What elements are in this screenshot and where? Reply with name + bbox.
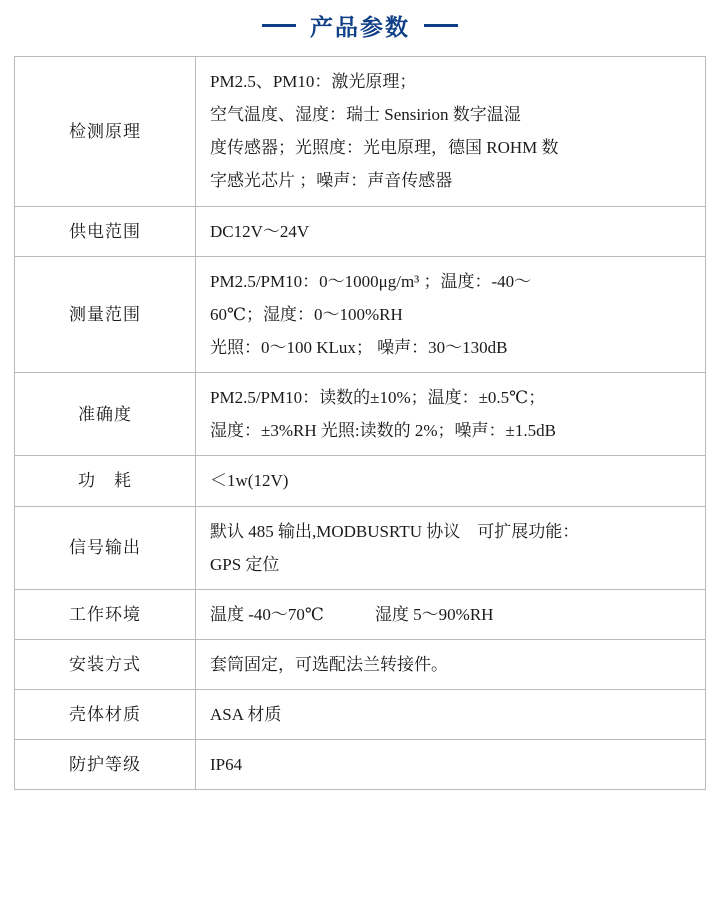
spec-value-line: GPS 定位	[210, 554, 280, 574]
table-row	[15, 690, 706, 740]
spec-label: 供电范围	[15, 206, 196, 256]
spec-value-line: PM2.5/PM10：0～1000μg/m³ ；温度：-40～	[210, 271, 532, 291]
table-row	[15, 57, 706, 207]
title-rule-right-icon	[424, 24, 458, 27]
title-rule-left-icon	[262, 24, 296, 27]
table-row	[15, 256, 706, 372]
spec-table-body	[15, 57, 706, 790]
spec-label: 防护等级	[15, 740, 196, 790]
spec-value-line: 套筒固定，可选配法兰转接件。	[210, 654, 448, 674]
spec-label: 测量范围	[15, 256, 196, 372]
spec-label: 工作环境	[15, 589, 196, 639]
spec-value-line: ASA 材质	[210, 705, 282, 725]
spec-label: 准确度	[15, 373, 196, 456]
table-row	[15, 456, 706, 506]
spec-value-line: 光照：0～100 KLux； 噪声：30～130dB	[210, 337, 508, 357]
spec-label: 信号输出	[15, 506, 196, 589]
spec-value	[196, 57, 706, 207]
spec-value-line: 空气温度、湿度：瑞士 Sensirion 数字温湿	[210, 105, 521, 125]
spec-value-line: DC12V～24V	[210, 221, 310, 241]
spec-label: 检测原理	[15, 57, 196, 207]
spec-table	[14, 56, 706, 790]
spec-value-line: IP64	[210, 755, 243, 775]
spec-label: 安装方式	[15, 639, 196, 689]
table-row	[15, 206, 706, 256]
spec-value-line: PM2.5/PM10：读数的±10%；温度：±0.5℃；	[210, 388, 546, 408]
spec-value-line: 湿度：±3%RH 光照:读数的 2%；噪声：±1.5dB	[210, 421, 556, 441]
table-row	[15, 740, 706, 790]
page-title: 产品参数	[310, 13, 410, 40]
table-row	[15, 506, 706, 589]
spec-value	[196, 373, 706, 456]
table-row	[15, 639, 706, 689]
spec-value	[196, 256, 706, 372]
table-row	[15, 589, 706, 639]
spec-value-line: 默认 485 输出,MODBUSRTU 协议 可扩展功能：	[210, 521, 580, 541]
spec-value	[196, 639, 706, 689]
spec-value-line: 温度 -40～70℃ 湿度 5～90%RH	[210, 604, 494, 624]
spec-label: 壳体材质	[15, 690, 196, 740]
spec-value-line: 度传感器；光照度：光电原理，德国 ROHM 数	[210, 138, 559, 158]
spec-value	[196, 456, 706, 506]
spec-value	[196, 206, 706, 256]
spec-value	[196, 506, 706, 589]
spec-value	[196, 740, 706, 790]
spec-value-line: PM2.5、PM10：激光原理；	[210, 72, 417, 91]
page-title-bar	[0, 0, 720, 42]
spec-value-line: 字感光芯片 ；噪声：声音传感器	[210, 171, 453, 191]
spec-value-line: ＜1w(12V)	[210, 471, 289, 491]
spec-value-line: 60℃；湿度：0～100%RH	[210, 304, 403, 324]
spec-label: 功 耗	[15, 456, 196, 506]
spec-value	[196, 589, 706, 639]
table-row	[15, 373, 706, 456]
spec-value	[196, 690, 706, 740]
